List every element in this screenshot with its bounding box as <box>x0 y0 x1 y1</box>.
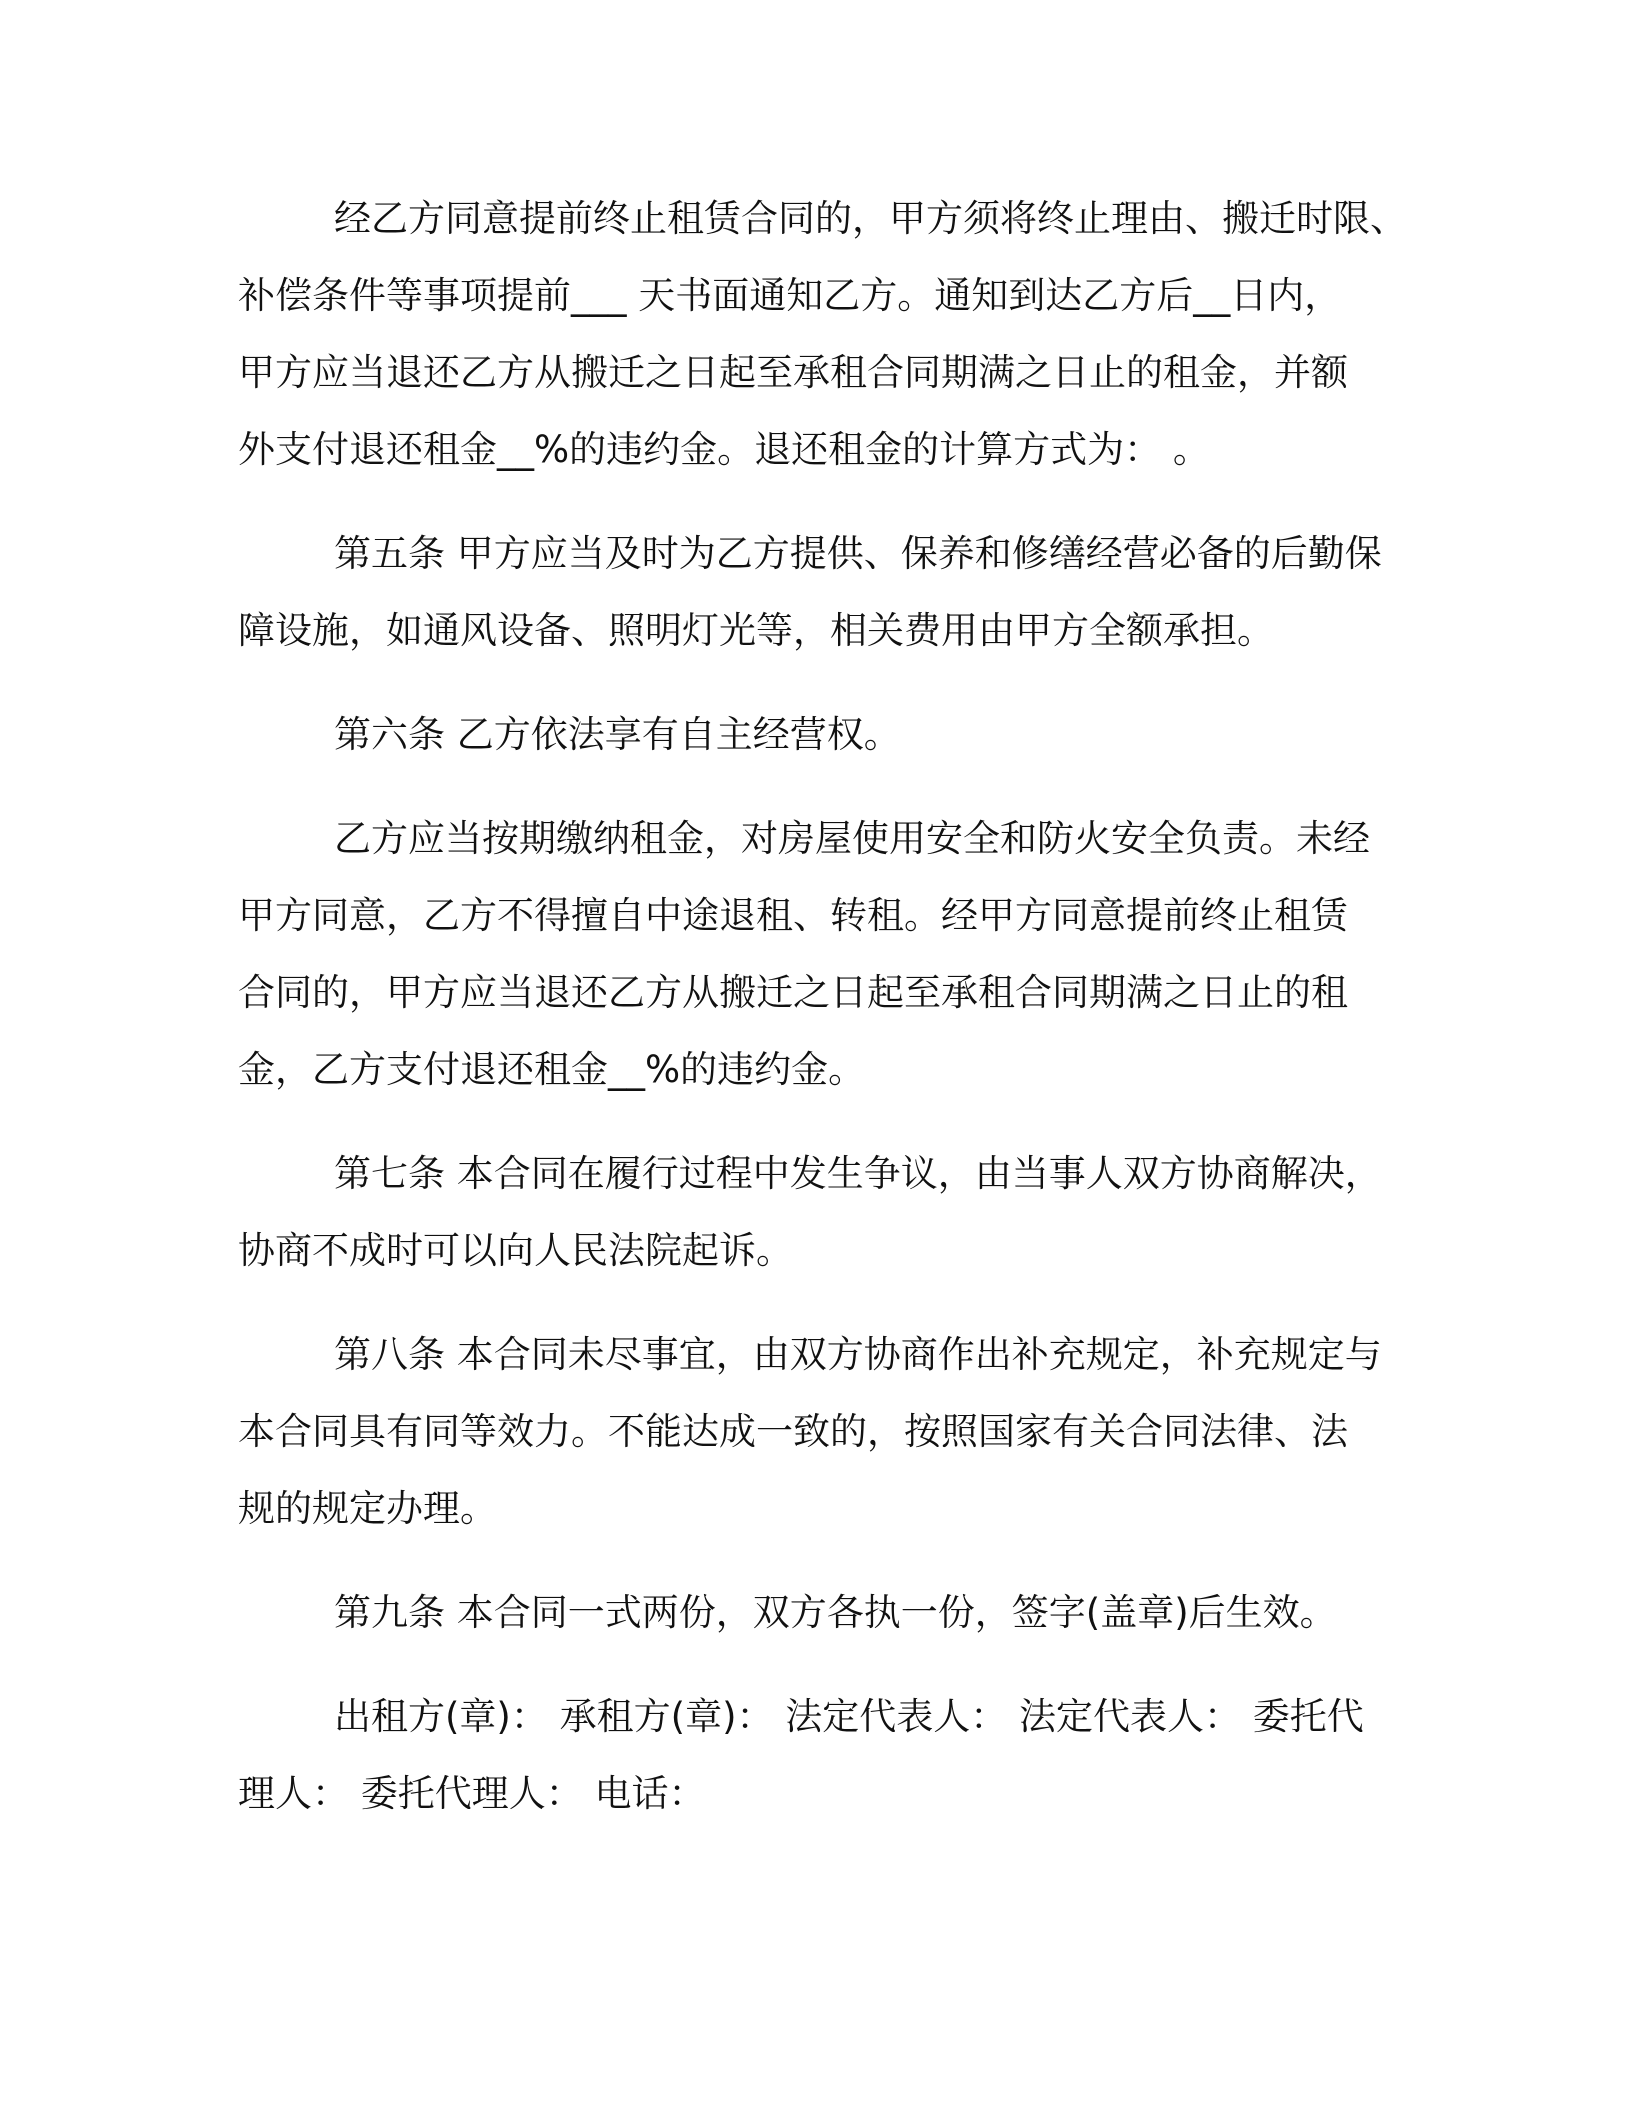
paragraph-early-termination-by-lessor <box>238 180 1418 488</box>
text-line: 合同的，甲方应当退还乙方从搬迁之日起至承租合同期满之日止的租 <box>238 971 1348 1014</box>
paragraph-signature-block <box>238 1678 1418 1832</box>
text-line: 规的规定办理。 <box>238 1487 497 1530</box>
text-line: 经乙方同意提前终止租赁合同的，甲方须将终止理由、搬迁时限、 <box>334 197 1407 240</box>
paragraph-article-9 <box>238 1574 1418 1651</box>
text-line: 甲方应当退还乙方从搬迁之日起至承租合同期满之日止的租金，并额 <box>238 351 1348 394</box>
text-line: 障设施，如通风设备、照明灯光等，相关费用由甲方全额承担。 <box>238 609 1274 652</box>
text-line: 乙方应当按期缴纳租金，对房屋使用安全和防火安全负责。未经 <box>334 817 1370 860</box>
text-line: 第八条 本合同未尽事宜，由双方协商作出补充规定，补充规定与 <box>334 1333 1382 1376</box>
text-line: 理人： 委托代理人： 电话： <box>238 1772 706 1815</box>
text-line: 金，乙方支付退还租金__%的违约金。 <box>238 1048 866 1091</box>
text-line: 补偿条件等事项提前___ 天书面通知乙方。通知到达乙方后__日内， <box>238 274 1342 317</box>
paragraph-article-5 <box>238 515 1418 669</box>
text-line: 外支付退还租金__%的违约金。退还租金的计算方式为： 。 <box>238 428 1210 471</box>
paragraph-lessee-obligations <box>238 800 1418 1108</box>
text-line: 本合同具有同等效力。不能达成一致的，按照国家有关合同法律、法 <box>238 1410 1348 1453</box>
paragraph-article-8 <box>238 1316 1418 1547</box>
document-body <box>238 180 1418 1859</box>
text-line: 协商不成时可以向人民法院起诉。 <box>238 1229 793 1272</box>
text-line: 甲方同意，乙方不得擅自中途退租、转租。经甲方同意提前终止租赁 <box>238 894 1348 937</box>
text-line: 第九条 本合同一式两份，双方各执一份，签字(盖章)后生效。 <box>334 1591 1337 1634</box>
text-line: 第七条 本合同在履行过程中发生争议，由当事人双方协商解决， <box>334 1152 1382 1195</box>
paragraph-article-7 <box>238 1135 1418 1289</box>
paragraph-article-6 <box>238 696 1418 773</box>
text-line: 出租方(章)： 承租方(章)： 法定代表人： 法定代表人： 委托代 <box>334 1695 1364 1738</box>
text-line: 第五条 甲方应当及时为乙方提供、保养和修缮经营必备的后勤保 <box>334 532 1382 575</box>
text-line: 第六条 乙方依法享有自主经营权。 <box>334 713 901 756</box>
